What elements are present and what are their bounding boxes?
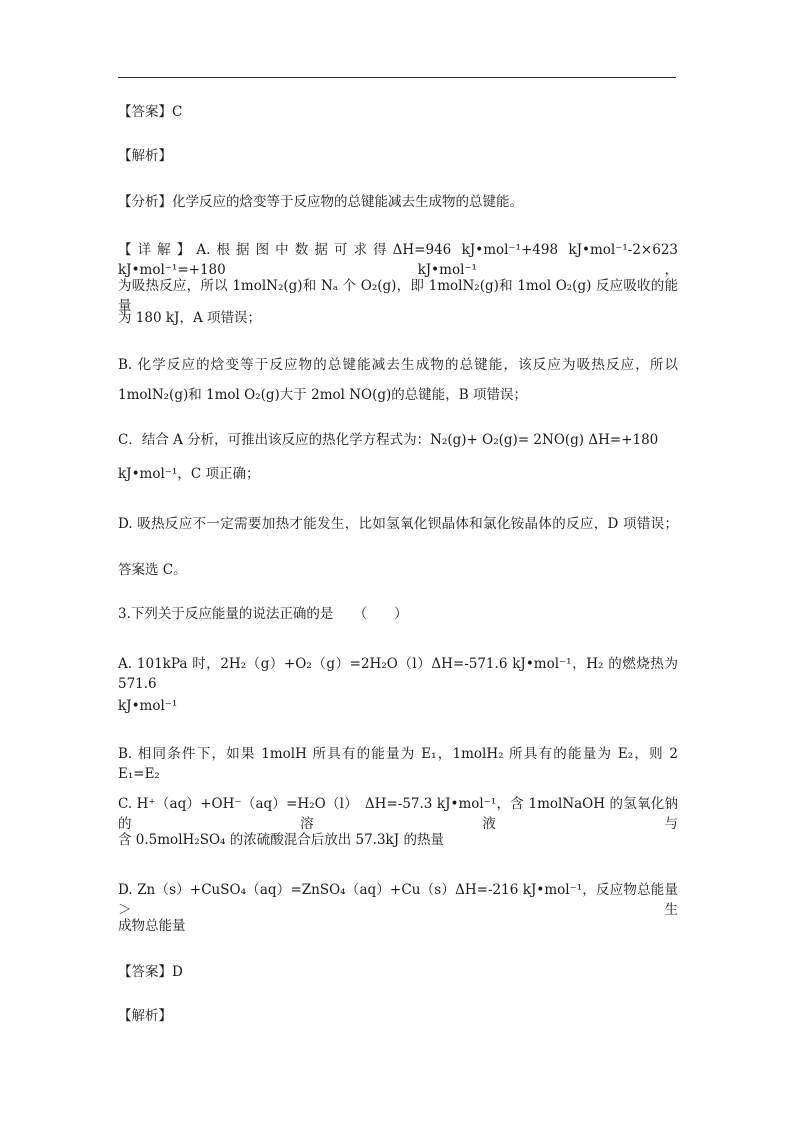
question-3: 3.下列关于反应能量的说法正确的是 （ ） [118, 606, 408, 622]
detail-line-b2: 1molN₂(g)和 1mol O₂(g)大于 2mol NO(g)的总键能，B 项错误； [118, 387, 527, 403]
detail-line-d: D. 吸热反应不一定需要加热才能发生，比如氢氧化钡晶体和氯化铵晶体的反应，D 项错误； [118, 516, 678, 532]
option-a-line-2: kJ•mol⁻¹ [118, 698, 178, 714]
detail-line-a1: 【详解】A.根据图中数据可求得ΔH=946 kJ•mol⁻¹+498 kJ•mol⁻¹-2×623 kJ•mol⁻¹=+180 kJ•mol⁻¹， [118, 242, 678, 278]
detail-line-a3: 为 180 kJ，A 项错误； [118, 310, 261, 326]
option-c-line-2: 含 0.5molH₂SO₄ 的浓硫酸混合后放出 57.3kJ 的热量 [118, 832, 444, 848]
option-d-line-2: 成物总能量 [118, 918, 186, 934]
detail-line-c2: kJ•mol⁻¹，C 项正确； [118, 466, 260, 482]
option-d-line-1: D. Zn（s）+CuSO₄（aq）=ZnSO₄（aq）+Cu（s）ΔH=-216 kJ•mol⁻¹，反应物总能量＞ 生 [118, 882, 678, 918]
option-a-line-1: A. 101kPa 时，2H₂（g）+O₂（g）=2H₂O（l）ΔH=-571.6 kJ•mol⁻¹，H₂ 的燃烧热为 571.6 [118, 656, 678, 692]
header-rule [118, 77, 676, 78]
answer-label-1: 【答案】C [118, 104, 183, 120]
analysis-summary: 【分析】化学反应的焓变等于反应物的总键能减去生成物的总键能。 [118, 194, 523, 210]
detail-line-c1: C．结合 A 分析，可推出该反应的热化学方程式为：N₂(g)+ O₂(g)= 2NO(g) ΔH=+180 [118, 432, 659, 448]
detail-line-b1: B. 化学反应的焓变等于反应物的总键能减去生成物的总键能，该反应为吸热反应，所以 [118, 357, 678, 373]
answer-label-2: 【答案】D [118, 964, 183, 980]
final-choice: 答案选 C。 [118, 562, 187, 578]
detail-line-a2: 为吸热反应，所以 1molN₂(g)和 Nₐ 个 O₂(g)，即 1molN₂(g)和 1mol O₂(g) 反应吸收的能量 [118, 278, 678, 314]
analysis-label-1: 【解析】 [118, 148, 172, 164]
analysis-label-2: 【解析】 [118, 1008, 172, 1024]
option-c-line-1: C. H⁺（aq）+OH⁻（aq）=H₂O（l） ΔH=-57.3 kJ•mol⁻¹，含 1molNaOH 的氢氧化钠的溶液与 [118, 796, 678, 832]
option-b: B. 相同条件下，如果 1molH 所具有的能量为 E₁，1molH₂ 所具有的能量为 E₂，则 2 E₁=E₂ [118, 746, 678, 782]
